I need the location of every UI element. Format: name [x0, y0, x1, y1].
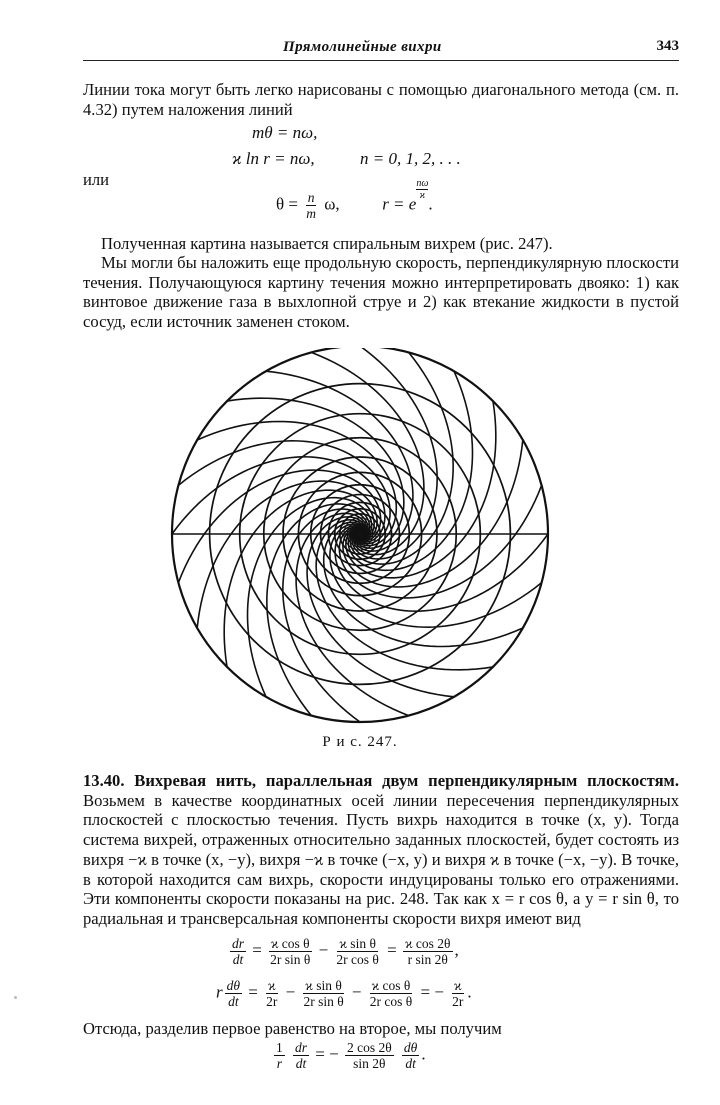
- vortex-centre: [356, 530, 364, 538]
- eq3-r: r = e: [382, 194, 417, 214]
- running-title: Прямолинейные вихри: [283, 39, 442, 55]
- figure-caption: Р и с. 247.: [322, 734, 398, 750]
- spiral-vortex-figure: [168, 348, 552, 724]
- page-header: [83, 36, 679, 61]
- paragraph-intro: Линии тока могут быть легко нарисованы с помощью диагонального метода (см. п. 4.32) путем наложения линий: [83, 80, 679, 119]
- eq3-omega: ω,: [324, 194, 340, 214]
- eq3-exponent: $\frac{n\omega}{ϰ}$: [416, 178, 429, 201]
- equation-2a: ϰ ln r = nω,: [232, 149, 315, 168]
- equation-4: $\frac{dr}{dt}$ = $\frac{\text{ϰ cos θ}}{\text{2r sin θ}}$ − $\frac{\text{ϰ sin θ}}{\text{2r cos θ}}$ = $\frac{\text{ϰ cos 2θ}}{\text{r sin 2θ}}$ ,: [232, 936, 459, 967]
- equation-3: θ = $\frac{n}{m}$ ω, r = e $\frac{n\omega}{ϰ}$ .: [276, 178, 433, 221]
- page-number: 343: [656, 38, 679, 54]
- equation-2b: n = 0, 1, 2, . . .: [360, 149, 461, 168]
- section-heading: 13.40. Вихревая нить, параллельная двум перпендикулярным плоскостям.: [83, 771, 679, 790]
- paragraph-longitudinal: Мы могли бы наложить еще продольную скорость, перпендикулярную плоскости течения. Получающуюся картину течения можно интерпретировать двояко: 1) как винтовое движение газа в выхлопной струе и 2) как втекание жидкости в пустой сосуд, если источник заменен стоком.: [83, 253, 679, 332]
- equation-5: r $\frac{d\theta}{dt}$ = $\frac{ϰ}{2r}$ − $\frac{\text{ϰ sin θ}}{\text{2r sin θ}}$ − $\frac{\text{ϰ cos θ}}{\text{2r cos θ}}$ = − $\frac{ϰ}{2r}$ .: [216, 978, 472, 1009]
- paragraph-divide: Отсюда, разделив первое равенство на второе, мы получим: [83, 1019, 502, 1038]
- section-text: Возьмем в качестве координатных осей линии пересечения перпендикулярных плоскостей с плоскостью течения. Пусть вихрь находится в точке (x, y). Тогда система вихрей, отраженных относительно заданных плоскостей, будет состоять из вихря −ϰ в точке (x, −y), вихря −ϰ в точке (−x, y) и вихря ϰ в точке (−x, −y). В точке, в которой находится сам вихрь, скорости индуцированы только его отражениями. Эти компоненты скорости показаны на рис. 248. Так как x = r cos θ, а y = r sin θ, то радиальная и трансверсальная компоненты скорости вихря имеют вид: [83, 790, 679, 928]
- equation-6: $\frac{1}{r}$ $\frac{dr}{dt}$ = − $\frac{2 \cos 2\theta}{\sin 2\theta}$ $\frac{d\theta}{dt}$ .: [276, 1040, 426, 1071]
- margin-speck: [14, 996, 17, 999]
- section-13-40: [83, 771, 679, 929]
- eq3-fraction: $\frac{n}{m}$: [306, 190, 316, 221]
- equation-1: mθ = nω,: [252, 123, 318, 142]
- eq3-theta: θ =: [276, 194, 298, 214]
- word-or: или: [83, 170, 110, 189]
- paragraph-spiral: Полученная картина называется спиральным вихрем (рис. 247).: [101, 234, 553, 253]
